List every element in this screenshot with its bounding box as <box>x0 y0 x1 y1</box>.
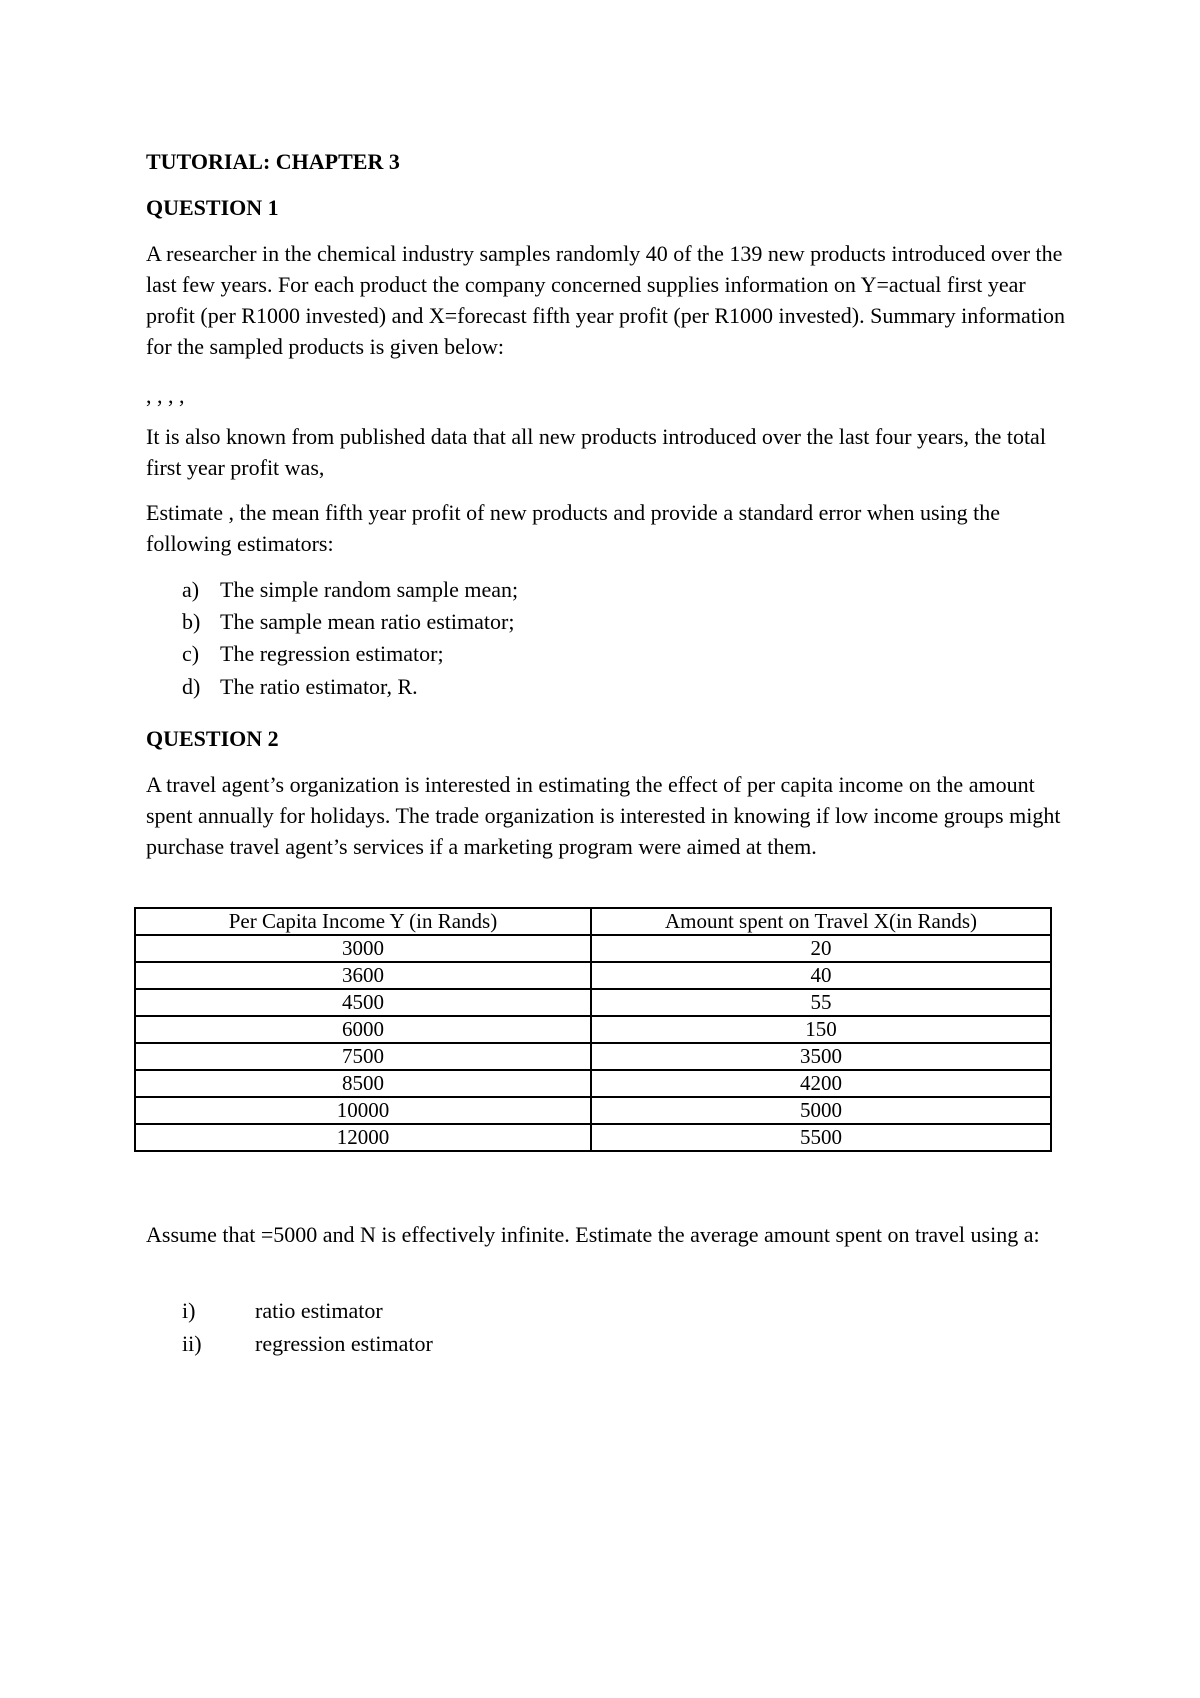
table-cell: 3000 <box>135 935 591 962</box>
table-row <box>135 962 1051 989</box>
table-cell: 20 <box>591 935 1051 962</box>
table-cell: 7500 <box>135 1043 591 1070</box>
table-cell: 8500 <box>135 1070 591 1097</box>
list-marker: i) <box>182 1298 196 1323</box>
question-2-item-i <box>182 1295 383 1326</box>
table-row <box>135 1043 1051 1070</box>
list-item-text: The simple random sample mean; <box>220 577 519 602</box>
table-cell: 5500 <box>591 1124 1051 1151</box>
list-item-text: ratio estimator <box>255 1298 383 1323</box>
table-cell: 3500 <box>591 1043 1051 1070</box>
table-cell: 6000 <box>135 1016 591 1043</box>
question-1-intro-paragraph: A researcher in the chemical industry samples randomly 40 of the 139 new products introduced over the last few years. For each product the company concerned supplies information on Y=actual first year profit (per R1000 invested) and X=forecast fifth year profit (per R1000 invested). Summary information for the sampled products is given below: <box>146 241 1066 359</box>
table-cell: 55 <box>591 989 1051 1016</box>
question-1-population-paragraph: It is also known from published data that all new products introduced over the last four years, the total first year profit was, <box>146 424 1046 480</box>
list-marker: c) <box>182 641 200 666</box>
question-1-heading: QUESTION 1 <box>146 195 279 220</box>
table-cell: 4200 <box>591 1070 1051 1097</box>
table-row <box>135 1124 1051 1151</box>
travel-data-table <box>134 907 1052 1152</box>
question-2-heading: QUESTION 2 <box>146 726 279 751</box>
question-2-task-paragraph: Assume that =5000 and N is effectively infinite. Estimate the average amount spent on travel using a: <box>146 1222 1040 1247</box>
list-item-text: The regression estimator; <box>220 641 444 666</box>
list-item-text: The ratio estimator, R. <box>220 674 418 699</box>
column-header-income: Per Capita Income Y (in Rands) <box>135 908 591 935</box>
table-row <box>135 1070 1051 1097</box>
table-cell: 3600 <box>135 962 591 989</box>
question-2-item-ii <box>182 1328 433 1359</box>
list-item-text: regression estimator <box>255 1331 433 1356</box>
question-1-task-paragraph: Estimate , the mean fifth year profit of new products and provide a standard error when using the following estimators: <box>146 500 1001 556</box>
list-marker: a) <box>182 577 200 602</box>
table-header-row <box>135 908 1051 935</box>
table-row <box>135 989 1051 1016</box>
table-row <box>135 935 1051 962</box>
table-cell: 12000 <box>135 1124 591 1151</box>
question-1-item-c <box>182 638 444 669</box>
list-marker: d) <box>182 674 201 699</box>
table-cell: 10000 <box>135 1097 591 1124</box>
column-header-travel: Amount spent on Travel X(in Rands) <box>591 908 1051 935</box>
table-cell: 5000 <box>591 1097 1051 1124</box>
document-title: TUTORIAL: CHAPTER 3 <box>146 149 400 174</box>
table-cell: 150 <box>591 1016 1051 1043</box>
table-row <box>135 1016 1051 1043</box>
list-marker: b) <box>182 609 201 634</box>
question-1-summary-placeholder: , , , , <box>146 383 185 408</box>
table-row <box>135 1097 1051 1124</box>
table-cell: 4500 <box>135 989 591 1016</box>
question-1-item-d <box>182 671 418 702</box>
question-2-intro-paragraph: A travel agent’s organization is interested in estimating the effect of per capita income on the amount spent annually for holidays. The trade organization is interested in knowing if low income groups might purchase travel agent’s services if a marketing program were aimed at them. <box>146 772 1061 859</box>
list-marker: ii) <box>182 1331 202 1356</box>
question-1-item-a <box>182 574 518 605</box>
list-item-text: The sample mean ratio estimator; <box>220 609 515 634</box>
question-1-item-b <box>182 606 514 637</box>
table-cell: 40 <box>591 962 1051 989</box>
